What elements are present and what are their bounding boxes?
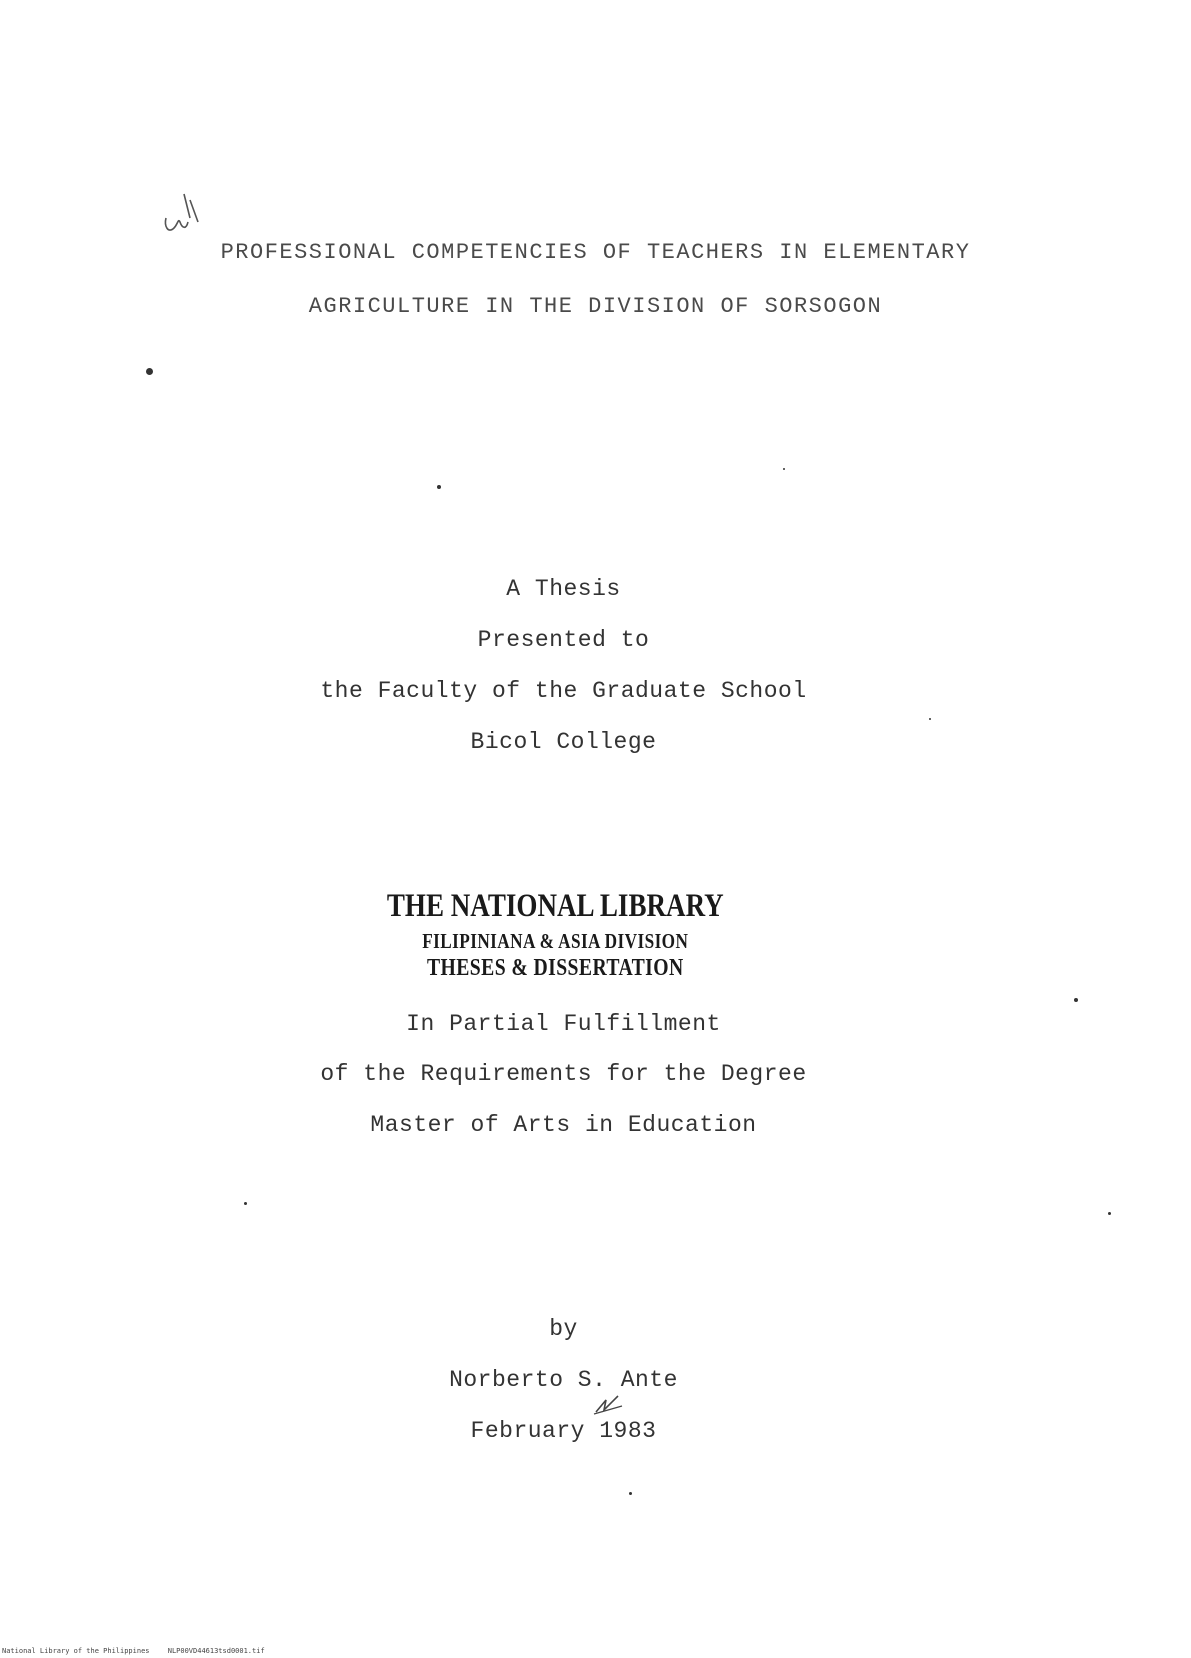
- scan-speck: [1074, 998, 1078, 1002]
- author-name: Norberto S. Ante: [449, 1367, 678, 1393]
- scan-speck: [146, 368, 153, 375]
- handwritten-check-mark: [592, 1392, 632, 1418]
- scan-speck: [437, 485, 441, 489]
- scan-speck: [629, 1492, 632, 1495]
- college-name: Bicol College: [470, 729, 657, 755]
- library-stamp-division: FILIPINIANA & ASIA DIVISION: [422, 929, 689, 953]
- library-stamp-title: THE NATIONAL LIBRARY: [386, 888, 724, 924]
- fulfillment-line-2: of the Requirements for the Degree: [320, 1061, 807, 1087]
- handwritten-initial-mark: [160, 188, 204, 244]
- scan-speck: [929, 718, 931, 720]
- thesis-label: A Thesis: [506, 576, 621, 602]
- scan-footer: [2, 1647, 279, 1655]
- scan-speck: [244, 1202, 247, 1205]
- by-label: by: [549, 1316, 578, 1342]
- title-line-1: PROFESSIONAL COMPETENCIES OF TEACHERS IN ELEMENTARY: [220, 240, 971, 265]
- scan-speck: [1108, 1212, 1111, 1215]
- scan-speck: [783, 468, 785, 470]
- title-line-2: AGRICULTURE IN THE DIVISION OF SORSOGON: [308, 294, 883, 319]
- fulfillment-line-1: In Partial Fulfillment: [406, 1011, 721, 1037]
- faculty-line: the Faculty of the Graduate School: [320, 678, 807, 704]
- presented-to: Presented to: [477, 627, 650, 653]
- footer-file-id: NLP00VD44613tsd0001.tif: [167, 1647, 265, 1655]
- library-stamp-collection: THESES & DISSERTATION: [427, 955, 684, 981]
- submission-date: February 1983: [470, 1418, 657, 1444]
- degree-name: Master of Arts in Education: [370, 1112, 757, 1138]
- footer-library-name: National Library of the Philippines: [2, 1647, 150, 1655]
